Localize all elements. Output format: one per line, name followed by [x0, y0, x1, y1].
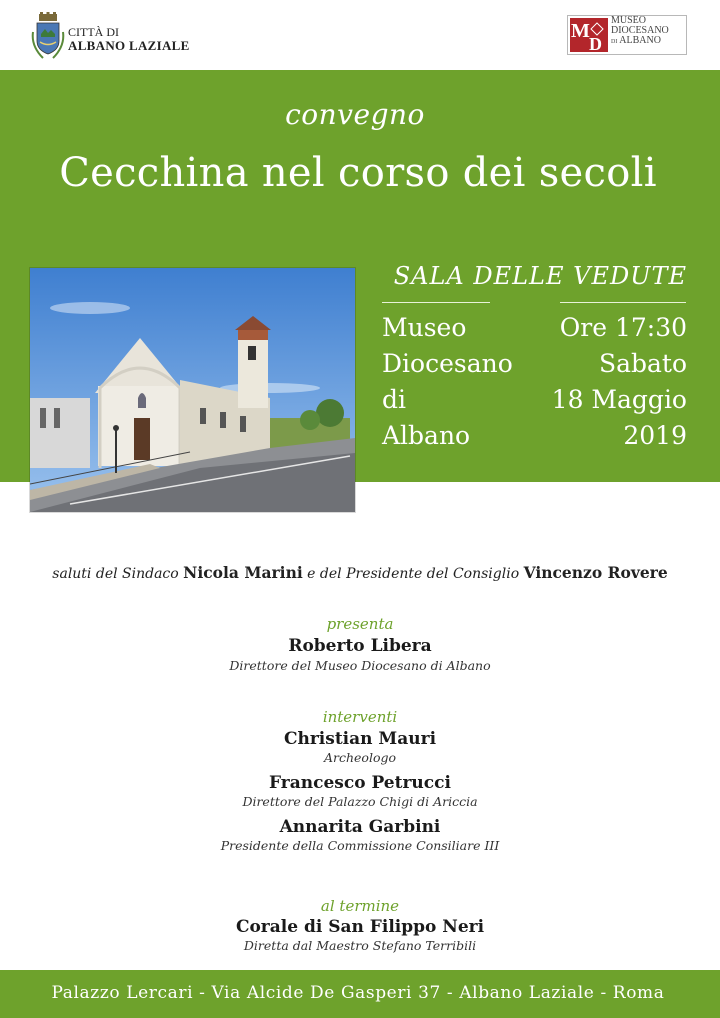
church-photo: [30, 268, 355, 512]
presenter-name: Roberto Libera: [288, 636, 432, 656]
venue-location: [382, 310, 513, 454]
header-bar: [0, 0, 720, 70]
venue-line: Diocesano: [382, 349, 513, 378]
speaker-role: Direttore del Palazzo Chigi di Ariccia: [242, 794, 478, 809]
presenta-section: [0, 615, 720, 673]
event-weekday: Sabato: [598, 349, 687, 378]
venue-heading: SALA DELLE VEDUTE: [393, 262, 687, 290]
choir-director: Diretta dal Maestro Stefano Terribili: [243, 938, 477, 953]
speaker-name: Christian Mauri: [283, 729, 437, 749]
svg-text:D: D: [589, 34, 602, 54]
city-name-line2: ALBANO LAZIALE: [68, 38, 190, 53]
museo-name-line3: [611, 36, 669, 47]
svg-text:M: M: [571, 20, 590, 42]
museo-name-line1: MUSEO: [611, 15, 647, 26]
event-title: Cecchina nel corso dei secoli: [59, 150, 657, 196]
greetings-text: e del Presidente del Consiglio: [302, 566, 524, 582]
footer-address: Palazzo Lercari - Via Alcide De Gasperi 37 - Albano Laziale - Roma: [51, 983, 665, 1003]
museo-city: ALBANO: [619, 35, 661, 46]
event-kicker: convegno: [285, 98, 425, 131]
venue-line: Albano: [382, 421, 471, 450]
mayor-name: Nicola Marini: [183, 563, 303, 582]
speaker-name: Francesco Petrucci: [269, 773, 451, 793]
museo-name-line2: DIOCESANO: [611, 25, 669, 36]
speaker-name: Annarita Garbini: [279, 817, 441, 837]
venue-divider-right: [560, 302, 686, 303]
event-year: 2019: [623, 421, 687, 450]
venue-line: di: [382, 385, 406, 414]
event-datetime: [500, 310, 687, 454]
interventi-label: interventi: [322, 708, 398, 726]
greetings-text: saluti del Sindaco: [52, 566, 184, 582]
speaker-role: Presidente della Commissione Consiliare III: [220, 838, 500, 853]
presenta-label: presenta: [326, 615, 394, 633]
interventi-section: [0, 708, 720, 853]
city-name-line1: CITTÀ DI: [68, 25, 119, 39]
event-date: 18 Maggio: [551, 385, 687, 414]
speaker-role: Archeologo: [323, 750, 397, 765]
venue-line: Museo: [382, 313, 467, 342]
museo-di: DI: [611, 39, 618, 45]
closing-section: [0, 897, 720, 953]
presenter-role: Direttore del Museo Diocesano di Albano: [229, 658, 491, 673]
president-name: Vincenzo Rovere: [523, 563, 668, 582]
event-time: Ore 17:30: [559, 313, 687, 342]
venue-divider-left: [382, 302, 490, 303]
church-illustration: [30, 268, 355, 512]
closing-label: al termine: [320, 897, 400, 915]
city-name: [68, 26, 190, 52]
museo-name: [611, 16, 669, 47]
greetings-line: [0, 563, 720, 582]
city-crest-icon: [30, 12, 66, 62]
choir-name: Corale di San Filippo Neri: [235, 917, 485, 937]
